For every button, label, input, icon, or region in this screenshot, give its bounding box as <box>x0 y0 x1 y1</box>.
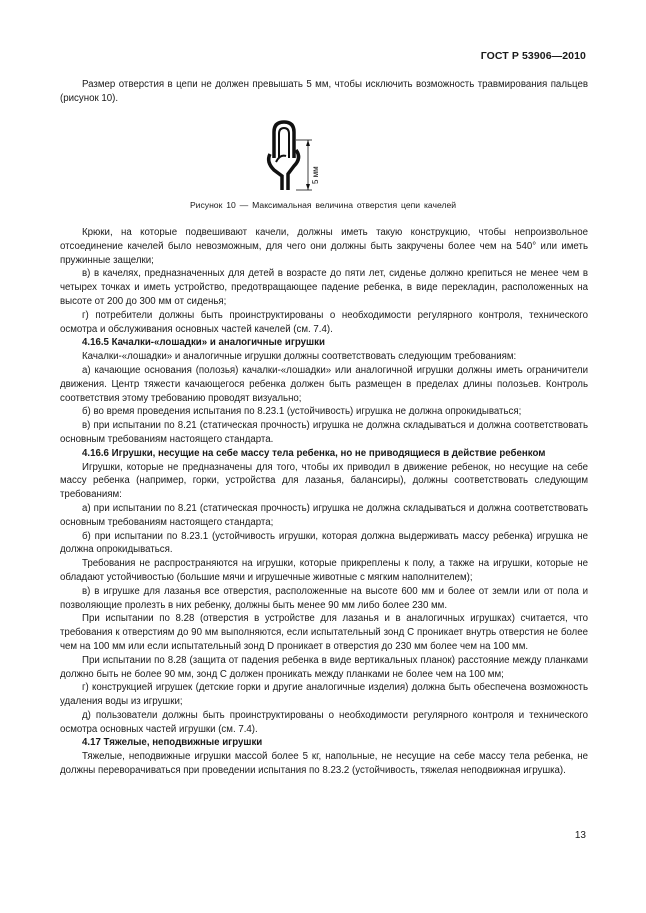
paragraph: в) при испытании по 8.21 (статическая прочность) игрушка не должна складываться и должна соответствовать основным требованиям настоящего стандарта. <box>60 420 588 445</box>
paragraph: Игрушки, которые не предназначены для того, чтобы их приводил в движение ребенок, но несущие на себе массу ребенка (например, горки, устройства для лазанья, балансиры), должны соответствовать следующим требованиям: <box>60 461 588 501</box>
paragraph: в) в качелях, предназначенных для детей в возрасте до пяти лет, сиденье должно крепиться не менее чем в четырех точках и иметь устройство, предотвращающее падение ребенка, в виде перекладин, расположенных на высоте от 200 до 300 мм от сиденья; <box>60 268 588 307</box>
paragraph: б) при испытании по 8.23.1 (устойчивость игрушки, которая должна выдерживать массу ребенка) игрушка не должна опрокидываться. <box>60 530 588 556</box>
paragraph: Тяжелые, неподвижные игрушки массой более 5 кг, напольные, не несущие на себе массу тела ребенка, не должны переворачиваться при проведении испытания по 8.23.2 (устойчивость, тяжелая неподвижная игрушка). <box>60 751 588 777</box>
section-heading: 4.16.5 Качалки-«лошадки» и аналогичные игрушки <box>82 337 325 349</box>
standard-header: ГОСТ Р 53906—2010 <box>480 50 586 62</box>
paragraph: При испытании по 8.28 (защита от падения ребенка в виде вертикальных планок) расстояние между планками должно быть не более 90 мм, зонд C должен проникать между планками не более чем на 100 мм; <box>60 654 588 680</box>
paragraph: г) конструкцией игрушек (детские горки и другие аналогичные изделия) должна быть обеспечена возможность удаления воды из игрушки; <box>60 682 588 708</box>
paragraph: г) потребители должны быть проинструктированы о необходимости регулярного контроля, технического осмотра и обслуживания основных частей качелей (см. 7.4). <box>60 309 588 335</box>
figure-caption: Рисунок 10 — Максимальная величина отверстия цепи качелей <box>189 200 457 210</box>
paragraph: При испытании по 8.28 (отверстия в устройстве для лазанья и в аналогичных игрушках) считается, что требования к отверстиям до 90 мм выполняются, если испытательный зонд C проникает внутрь отверстия не более чем на 100 мм или если испытательный зонд D проникает в отверстия до 230 мм более чем на 100 мм. <box>60 613 588 652</box>
chain-link-figure <box>262 118 322 192</box>
paragraph: Требования не распространяются на игрушки, которые прикреплены к полу, а также на игрушки, которые не обладают устойчивостью (большие мячи и игрушечные животные с мягким наполнителем); <box>60 558 588 583</box>
intro-paragraph: Размер отверстия в цепи не должен превышать 5 мм, чтобы исключить возможность травмирования пальцев (рисунок 10). <box>60 79 588 104</box>
paragraph: Качалки-«лошадки» и аналогичные игрушки должны соответствовать следующим требованиям: <box>82 351 517 363</box>
paragraph: д) пользователи должны быть проинструктированы о необходимости регулярного контроля и технического осмотра основных частей игрушки (см. 7.4). <box>60 709 588 735</box>
section-heading: 4.17 Тяжелые, неподвижные игрушки <box>82 737 263 749</box>
paragraph: Крюки, на которые подвешивают качели, должны иметь такую конструкцию, чтобы непроизвольное отсоединение качелей было невозможным, для чего они должны быть закручены более чем на 540° или иметь пружинные защелки; <box>60 227 588 266</box>
intro-block <box>60 78 588 106</box>
page-number: 13 <box>574 830 586 841</box>
paragraph: а) при испытании по 8.21 (статическая прочность) игрушка не должна складываться и должна соответствовать основным требованиям настоящего стандарта; <box>60 502 588 528</box>
paragraph: в) в игрушке для лазанья все отверстия, расположенные на высоте 600 мм и более от земли или от пола и позволяющие пролезть в них ребенку, должны быть менее 90 мм либо более 230 мм. <box>60 585 588 611</box>
body-text <box>60 226 588 778</box>
paragraph: б) во время проведения испытания по 8.23.1 (устойчивость) игрушка не должна опрокидываться; <box>82 406 522 418</box>
section-heading: 4.16.6 Игрушки, несущие на себе массу тела ребенка, но не приводящиеся в действие ребенком <box>82 447 546 459</box>
dimension-label: 5 мм <box>311 166 320 184</box>
paragraph: а) качающие основания (полозья) качалки-«лошадки» или аналогичной игрушки должны иметь ограничители движения. Центр тяжести качающегося ребенка должен быть размещен в пределах длины полозьев. Контроль соответствия этому требованию проводят визуально; <box>60 364 588 404</box>
